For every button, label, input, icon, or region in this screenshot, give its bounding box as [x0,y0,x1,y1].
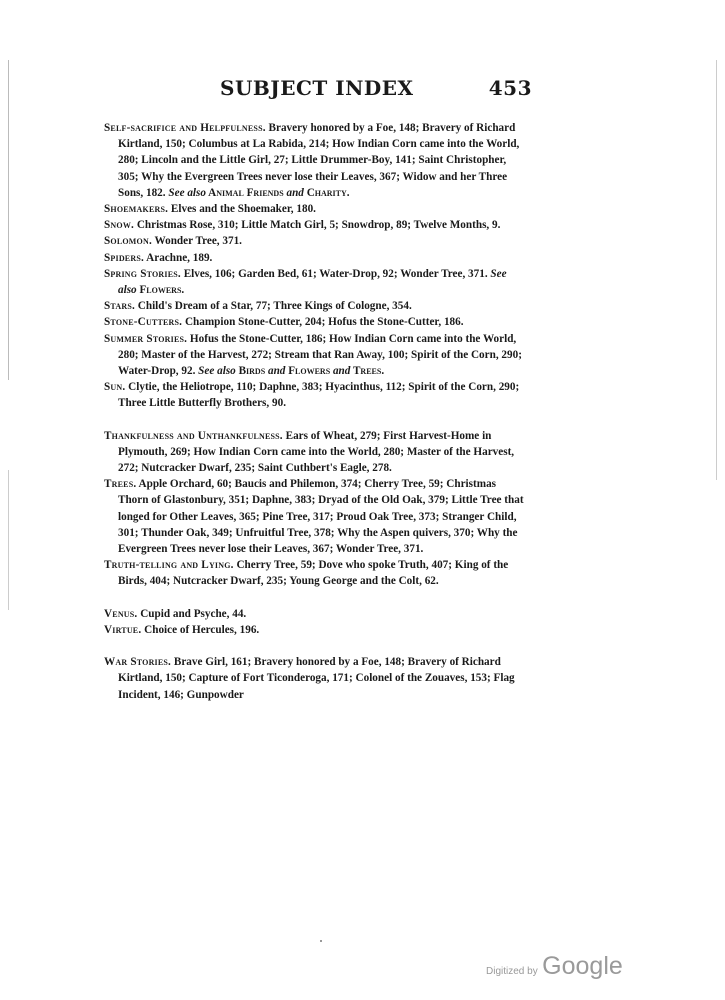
index-entry [104,314,524,330]
index-entry [104,622,524,638]
entry-references: Champion Stone-Cutter, 204; Hofus the Stone-Cutter, 186. [182,316,464,329]
index-entry [104,476,524,557]
index-entry [104,233,524,249]
page-title: SUBJECT INDEX [220,76,414,100]
digitized-watermark [486,952,623,981]
index-entry [104,557,524,589]
entry-references: Wonder Tree, 371. [151,235,242,248]
index-entry [104,266,524,298]
entry-heading: Shoemakers. [104,203,169,216]
entry-heading: Stone-Cutters. [104,316,183,329]
index-entry [104,606,524,622]
entry-references: Christmas Rose, 310; Little Match Girl, 5; Snowdrop, 89; Twelve Months, 9. [134,219,501,232]
conjunction: and [267,365,286,378]
watermark-brand: Google [542,952,623,980]
entry-heading: Stars. [104,300,135,313]
page-number: 453 [488,76,532,100]
entry-heading: Summer Stories. [104,332,188,345]
index-entry [104,298,524,314]
index-entries [104,120,524,703]
cross-reference: Flowers. [136,284,185,297]
entry-heading: Virtue. [104,623,142,636]
index-entry [104,654,524,703]
entry-heading: Spring Stories. [104,267,181,280]
cross-reference: Flowers [285,365,333,378]
entry-heading: Venus. [104,607,138,620]
index-entry [104,120,524,201]
entry-heading: Thankfulness and Unthankfulness. [104,429,283,442]
section-gap [104,638,524,654]
section-gap [104,412,524,428]
entry-references: Arachne, 189. [143,251,213,264]
cross-reference: Trees. [350,365,385,378]
conjunction: and [286,186,304,199]
scan-speck [320,940,322,942]
entry-references: Ears of Wheat, 279; First Harvest-Home in Plymouth, 269; How Indian Corn came into the World, 280; Master of the Harvest, 272; Nutcracker Dwarf, 235; Saint Cuthbert's Eagle, 278. [118,429,515,475]
index-entry [104,217,524,233]
entry-heading: Truth-telling and Lying. [104,559,234,572]
entry-references: Clytie, the Heliotrope, 110; Daphne, 383; Hyacinthus, 112; Spirit of the Corn, 290; Three Little Butterfly Brothers, 90. [118,381,520,410]
cross-reference: Charity. [303,186,350,199]
watermark-prefix: Digitized by [486,966,538,977]
entry-heading: War Stories. [104,656,172,669]
see-also-label: See also [118,267,507,297]
entry-heading: Self-sacrifice and Helpfulness. [104,122,266,134]
see-also-label: See also [198,365,236,378]
entry-heading: Solomon. [104,235,152,248]
entry-heading: Sun. [104,381,126,394]
entry-references: Elves and the Shoemaker, 180. [168,203,316,216]
see-also-label: See also [168,186,206,199]
scan-edge-line [716,60,717,480]
entry-heading: Trees. [104,478,137,491]
index-entry [104,379,524,411]
cross-reference: Birds [235,365,268,378]
scan-edge-line [8,60,9,380]
scan-edge-line [8,470,9,610]
index-entry [104,331,524,380]
entry-references: Hofus the Stone-Cutter, 186; How Indian Corn came into the World, 280; Master of the Harvest, 272; Stream that Ran Away, 100; Spirit of the Corn, 290; Water-Drop, 92. [118,332,522,378]
entry-references: Brave Girl, 161; Bravery honored by a Foe, 148; Bravery of Richard Kirtland, 150; Capture of Fort Ticonderoga, 171; Colonel of the Zouaves, 153; Flag Incident, 146; Gunpowder [118,656,515,701]
entry-references: Cupid and Psyche, 44. [137,607,247,620]
entry-references: Cherry Tree, 59; Dove who spoke Truth, 407; King of the Birds, 404; Nutcracker Dwarf, 235; Young George and the Colt, 62. [118,559,509,588]
entry-references: Apple Orchard, 60; Baucis and Philemon, 374; Cherry Tree, 59; Christmas Thorn of Glastonbury, 351; Daphne, 383; Dryad of the Old Oak, 379; Little Tree that longed for Other Leaves, 365; Pine Tree, 317; Proud Oak Tree, 373; Stranger Child, 301; Thunder Oak, 349; Unfruitful Tree, 378; Why the Aspen quivers, 370; Why the Evergreen Trees never lose their Leaves, 367; Wonder Tree, 371. [118,478,524,556]
conjunction: and [332,365,351,378]
cross-reference: Animal Friends [205,186,287,199]
section-gap [104,590,524,606]
entry-heading: Snow. [104,219,135,232]
index-entry [104,428,524,477]
entry-references: Child's Dream of a Star, 77; Three Kings of Cologne, 354. [134,300,412,313]
entry-references: Choice of Hercules, 196. [141,623,260,636]
entry-references: Bravery honored by a Foe, 148; Bravery of Richard Kirtland, 150; Columbus at La Rabida, 214; How Indian Corn came into the World, 280; Lincoln and the Little Girl, 27; Little Drummer-Boy, 141; Saint Christopher, 305; Why the Evergreen Trees never lose their Leaves, 367; Widow and her Three Sons, 182. [118,122,520,199]
index-entry [104,201,524,217]
index-entry [104,250,524,266]
entry-heading: Spiders. [104,251,144,264]
entry-references: Elves, 106; Garden Bed, 61; Water-Drop, 92; Wonder Tree, 371. [180,267,491,280]
